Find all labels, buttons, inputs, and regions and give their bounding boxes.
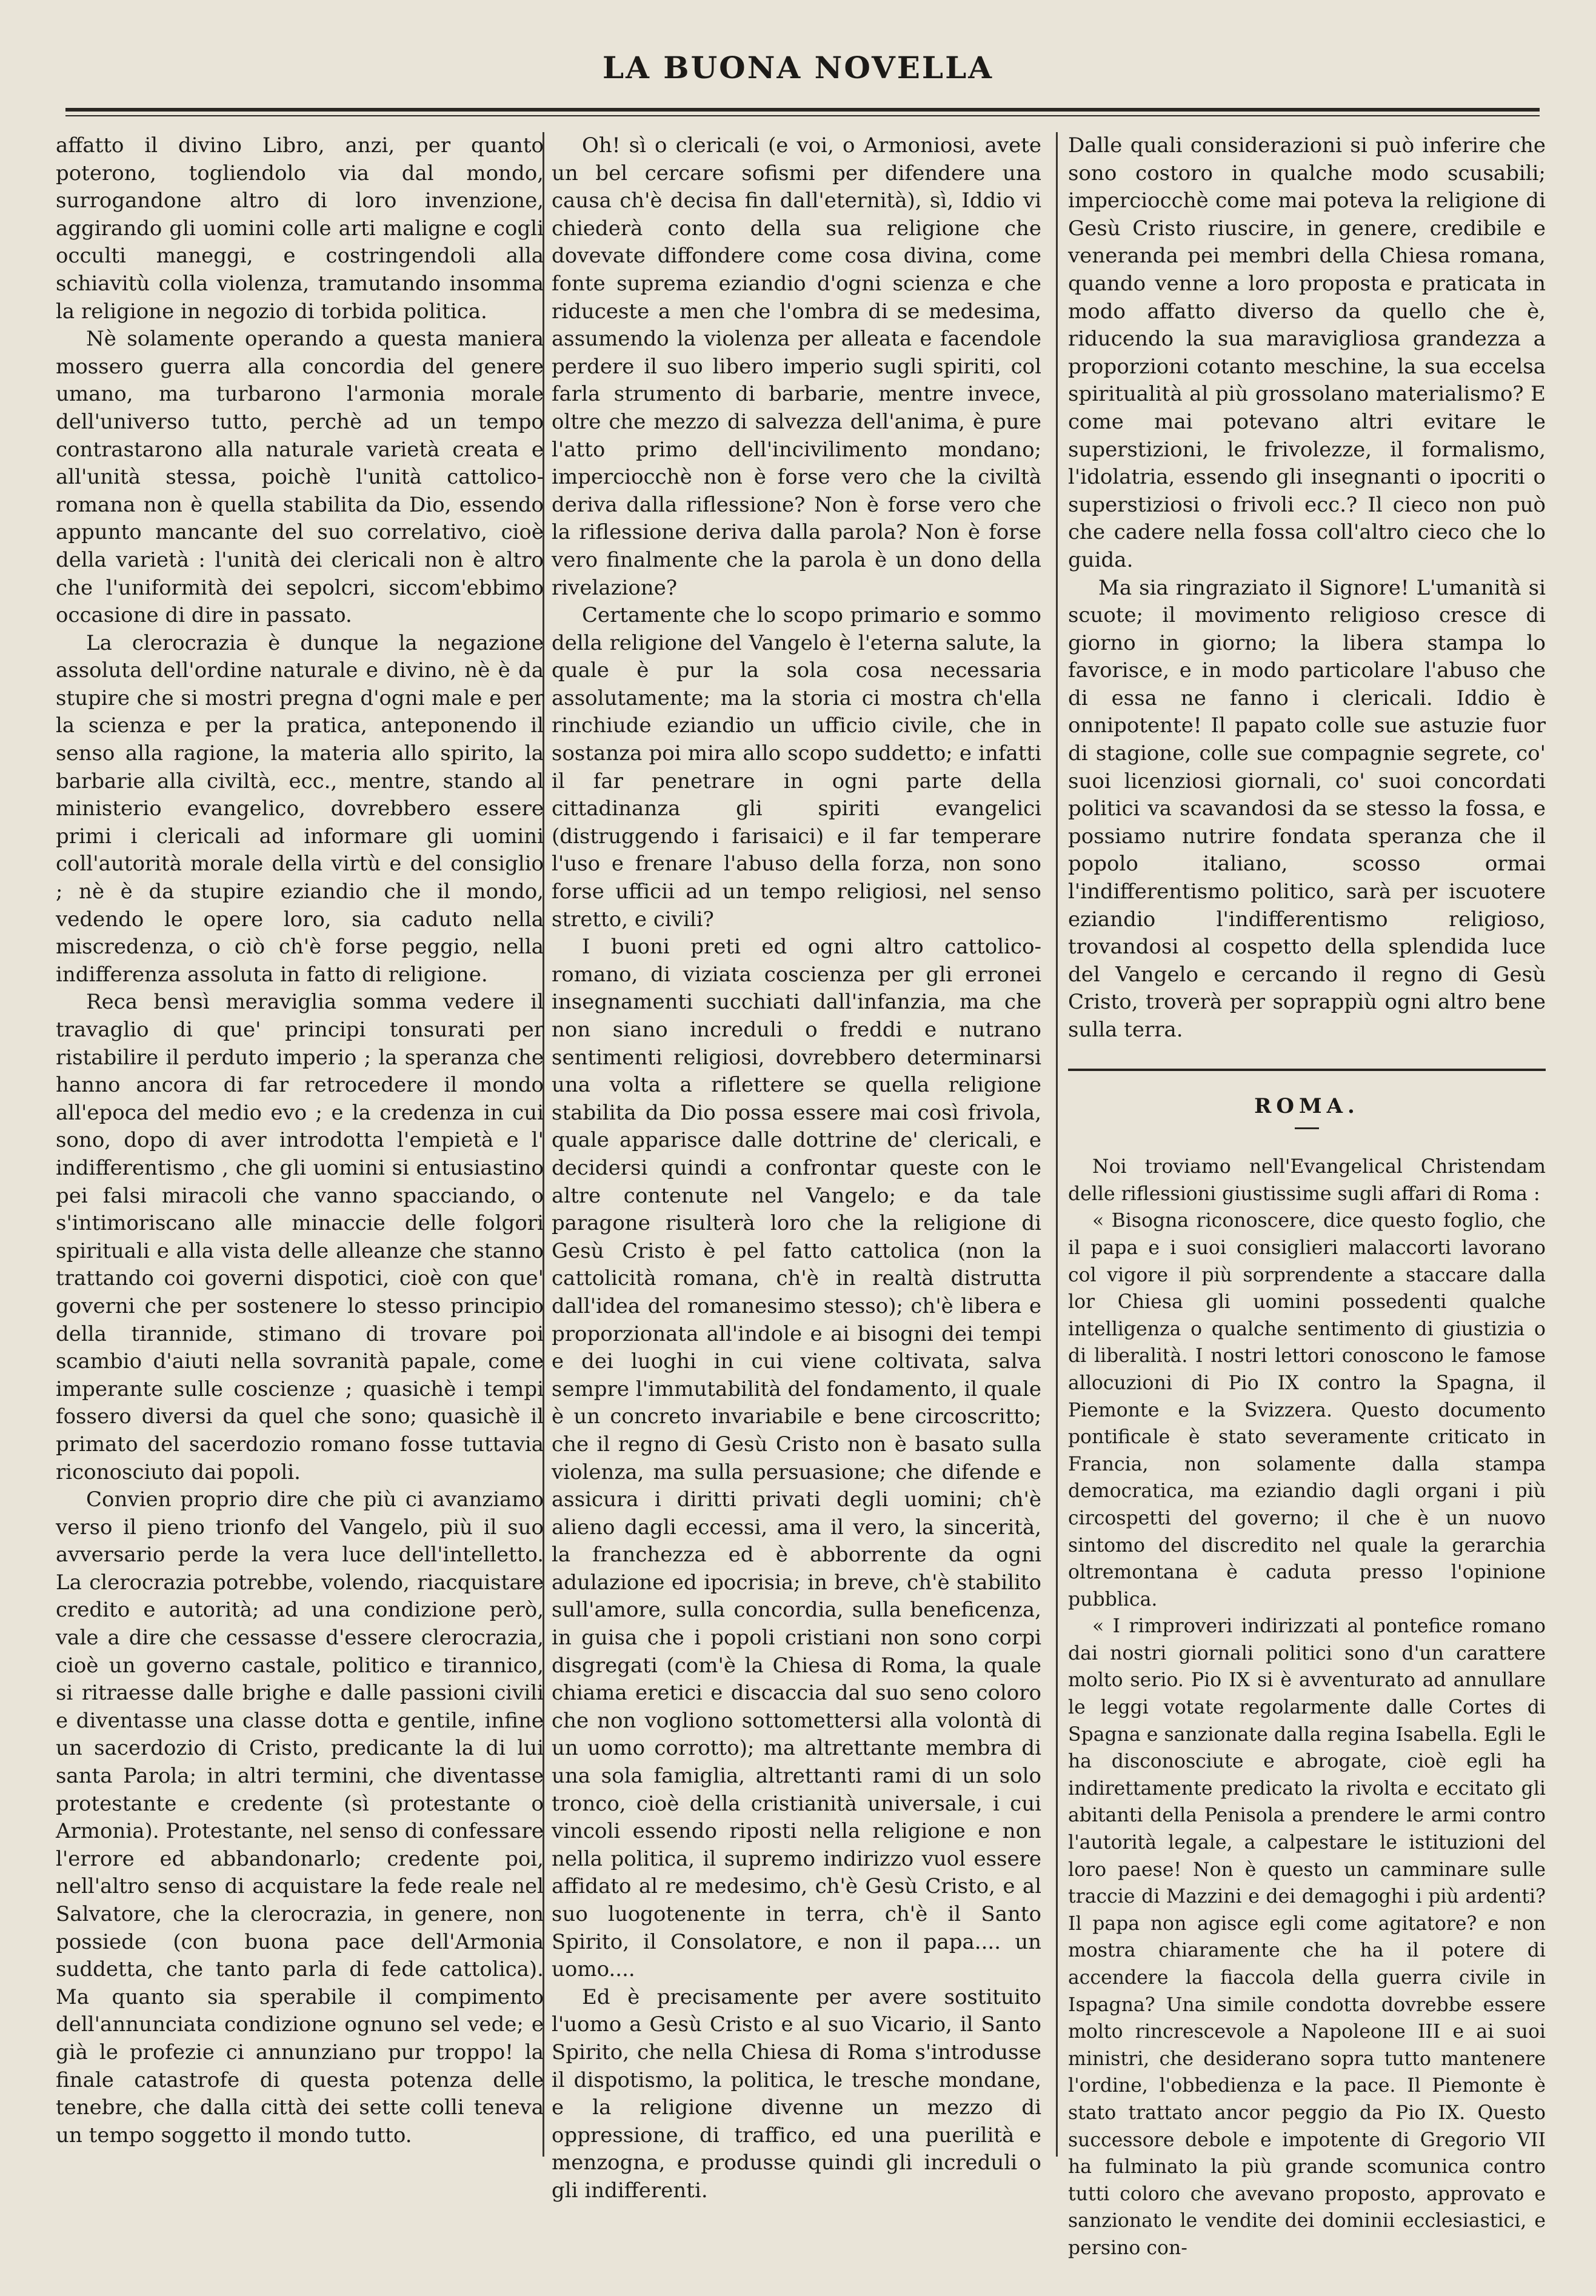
paragraph: La clerocrazia è dunque la negazione assoluta dell'ordine naturale e divino, nè è da stupire che si mostri pregna d'ogni male e per la scienza e per la pratica, anteponendo il senso alla ragione, la materia allo spirito, la barbarie alla civiltà, ecc., mentre, stando al ministerio evangelico, dovrebbero essere primi i clericali ad informare gli uomini coll'autorità morale della virtù e del consiglio ; nè è da stupire eziandio che il mondo, vedendo le opere loro, sia caduto nella miscredenza, o ciò ch'è forse peggio, nella indifferenza assoluta in fatto di religione. xyxy=(56,630,544,987)
paragraph: Oh! sì o clericali (e voi, o Armoniosi, avete un bel cercare sofismi per difendere una causa ch'è decisa fin dall'eternità), sì, Iddio vi chiederà conto della sua religione che dovevate diffondere come cosa divina, come fonte suprema eziandio d'ogni scienza e che riduceste a men che l'ombra di se medesima, assumendo la violenza per alleata e facendole perdere il suo libero imperio sugli spiriti, col farla strumento di barbarie, mentre invece, oltre che mezzo di salvezza dell'anima, è pure l'atto primo dell'incivilimento mondano; imperciocchè non è forse vero che la civiltà deriva dalla riflessione? Non è forse vero che la riflessione deriva dalla parola? Non è forse vero finalmente che la parola è un dono della rivelazione? xyxy=(552,133,1041,600)
paragraph: I buoni preti ed ogni altro cattolico-romano, di viziata coscienza per gli erronei insegnamenti succhiati dall'infanzia, ma che non siano increduli o freddi e nutrano sentimenti religiosi, dovrebbero determinarsi una volta a riflettere se quella religione stabilita da Dio possa essere mai così frivola, quale apparisce dalle dottrine de' clericali, e decidersi quindi a confrontar queste con le altre contenute nel Vangelo; e da tale paragone risulterà loro che la religione di Gesù Cristo è pel fatto cattolica (non la cattolicità romana, ch'è in realtà distrutta dall'idea del romanesimo stesso); ch'è libera e proporzionata all'indole e ai bisogni dei tempi e dei luoghi in cui viene coltivata, salva sempre l'immutabilità del fondamento, il quale è un concreto invariabile e bene circoscritto; che il regno di Gesù Cristo non è basato sulla violenza, ma sulla persuasione; che difende e assicura i diritti privati degli uomini; ch'è alieno dagli eccessi, ama il vero, la sincerità, la franchezza ed è abborrente da ogni adulazione ed ipocrisia; in breve, ch'è stabilito sull'amore, sulla concordia, sulla beneficenza, in guisa che i popoli cristiani non sono corpi disgregati (com'è la Chiesa di Roma, la quale chiama eretici e discaccia dal suo seno coloro che non vogliono sottomettersi alla volontà di un uomo corrotto); ma altrettante membra di una sola famiglia, altrettanti rami di un solo tronco, cioè della cristianità universale, i cui vincoli essendo riposti nella religione e non nella politica, il supremo indirizzo vuol essere affidato al re medesimo, ch'è Gesù Cristo, e al suo luogotenente in terra, ch'è il Santo Spirito, il Consolatore, e non il papa.... un uomo.... xyxy=(552,935,1041,1982)
column-2 xyxy=(552,132,1041,2205)
paragraph: Ed è precisamente per avere sostituito l'uomo a Gesù Cristo e al suo Vicario, il Santo Spirito, che nella Chiesa di Roma s'introdusse il dispotismo, la politica, le tresche mondane, e la religione divenne un mezzo di oppressione, di traffico, ed una puerilità e menzogna, e produsse quindi gli increduli o gli indifferenti. xyxy=(552,1984,1041,2203)
section-rule xyxy=(1068,1069,1546,1071)
section-dash xyxy=(1295,1127,1319,1129)
paragraph: Certamente che lo scopo primario e sommo della religione del Vangelo è l'eterna salute, la quale è pur la sola cosa necessaria assolutamente; ma la storia ci mostra ch'ella rinchiude eziandio un ufficio civile, che in sostanza poi mira allo scopo suddetto; e infatti il far penetrare in ogni parte della cittadinanza gli spiriti evangelici (distruggendo i farisaici) e il far temperare l'uso e frenare l'abuso della forza, non sono forse ufficii ad un tempo religiosi, nel senso stretto, e civili? xyxy=(552,603,1041,932)
header-rule xyxy=(65,108,1540,112)
paragraph: Convien proprio dire che più ci avanziamo verso il pieno trionfo del Vangelo, più il suo avversario perde la vera luce dell'intelletto. La clerocrazia potrebbe, volendo, riacquistare credito e autorità; ad una condizione però, vale a dire che cessasse d'essere clerocrazia, cioè un governo castale, politico e tirannico, si ritraesse dalle brighe e dalle passioni civili e diventasse una classe dotta e gentile, infine un sacerdozio di Cristo, predicante la di lui santa Parola; in altri termini, che diventasse protestante e credente (sì protestante o Armonia). Protestante, nel senso di confessare l'errore ed abbandonarlo; credente poi, nell'altro senso di acquistare la fede reale nel Salvatore, che la clerocrazia, in genere, non possiede (con buona pace dell'Armonia suddetta, che tanto parla di fede cattolica). Ma quanto sia sperabile il compimento dell'annunciata condizione ognuno sel vede; e già le profezie ci annunziano pur troppo! la finale catastrofe di questa potenza delle tenebre, che dalla città dei sette colli teneva un tempo soggetto il mondo tutto. xyxy=(56,1487,544,2147)
roma-article xyxy=(1068,1153,1546,2261)
column-3 xyxy=(1068,132,1546,2262)
paragraph: Dalle quali considerazioni si può inferire che sono costoro in qualche modo scusabili; imperciocchè come mai poteva la religione di Gesù Cristo riuscire, in genere, credibile e veneranda pei membri della Chiesa romana, quando venne a loro proposta e praticata in modo affatto diverso da quello che è, riducendo la sua maravigliosa grandezza a proporzioni cotanto meschine, la sua eccelsa spiritualità al più grossolano materialismo? E come mai potevano altri evitare le superstizioni, le frivolezze, il formalismo, l'idolatria, essendo gli insegnanti o ipocriti o superstiziosi o frivoli ecc.? Il cieco non può che cadere nella fossa coll'altro cieco che lo guida. xyxy=(1068,133,1546,572)
column-divider xyxy=(1056,132,1058,2157)
paragraph: Noi troviamo nell'Evangelical Christendam delle riflessioni giustissime sugli affari di Roma : xyxy=(1068,1156,1546,1205)
section-title: ROMA. xyxy=(1254,1093,1360,1118)
paragraph: affatto il divino Libro, anzi, per quanto poterono, togliendolo via dal mondo, surrogandone altro di loro invenzione, aggirando gli uomini colle arti maligne e cogli occulti maneggi, e costringendoli alla schiavitù colla violenza, tramutando insomma la religione in negozio di torbida politica. xyxy=(56,133,544,324)
masthead: LA BUONA NOVELLA xyxy=(602,50,994,85)
column-1 xyxy=(56,132,544,2149)
header-rule-thin xyxy=(65,115,1540,116)
paragraph: Nè solamente operando a questa maniera mossero guerra alla concordia del genere umano, ma turbarono l'armonia morale dell'universo tutto, perchè ad un tempo contrastarono alla naturale varietà creata e all'unità stessa, poichè l'unità cattolico-romana non è quella stabilita da Dio, essendo appunto mancante del suo correlativo, cioè della varietà : l'unità dei clericali non è altro che l'uniformità dei sepolcri, siccom'ebbimo occasione di dire in passato. xyxy=(56,327,544,628)
paragraph: Ma sia ringraziato il Signore! L'umanità si scuote; il movimento religioso cresce di giorno in giorno; la libera stampa lo favorisce, e in modo particolare l'abuso che di essa ne fanno i clericali. Iddio è onnipotente! Il papato colle sue astuzie fuor di stagione, colle sue compagnie segrete, co' suoi licenziosi giornali, co' suoi concordati politici va scavandosi da se stesso la fossa, e possiamo nutrire fondata speranza che il popolo italiano, scosso ormai l'indifferentismo politico, sarà per iscuotere eziandio l'indifferentismo religioso, trovandosi al cospetto della splendida luce del Vangelo e cercando il regno di Gesù Cristo, troverà per soprappiù ogni altro bene sulla terra. xyxy=(1068,575,1546,1042)
paragraph: Reca bensì meraviglia somma vedere il travaglio di que' principi tonsurati per ristabilire il perduto imperio ; la speranza che hanno ancora di far retrocedere il mondo all'epoca del medio evo ; e la credenza in cui sono, dopo di aver introdotta l'empietà e l' indifferentismo , che gli uomini si entusiastino pei falsi miracoli che vanno spacciando, o s'intimoriscano alle minaccie delle folgori spirituali e alla vista delle alleanze che stanno trattando coi governi dispotici, cioè con que' governi che per sostenere lo stesso principio della tirannide, stimano di trovare poi scambio d'aiuti nella sovranità papale, come imperante sulle coscienze ; quasichè i tempi fossero diversi da quel che sono; quasichè il primato del sacerdozio romano fosse tuttavia riconosciuto dai popoli. xyxy=(56,990,544,1484)
paragraph: « Bisogna riconoscere, dice questo foglio, che il papa e i suoi consiglieri malaccorti lavorano col vigore il più sorprendente a staccare dalla lor Chiesa gli uomini possedenti qualche intelligenza o qualche sentimento di giustizia o di liberalità. I nostri lettori conoscono le famose allocuzioni di Pio IX contro la Spagna, il Piemonte e la Svizzera. Questo documento pontificale è stato severamente criticato in Francia, non solamente dalla stampa democratica, ma eziandio dagli organi i più circospetti del governo; il che è un nuovo sintomo del discredito nel quale la gerarchia oltremontana è caduta presso l'opinione pubblica. xyxy=(1068,1210,1546,1610)
paragraph: « I rimproveri indirizzati al pontefice romano dai nostri giornali politici sono d'un carattere molto serio. Pio IX si è avventurato ad annullare le leggi votate regolarmente dalle Cortes di Spagna e sanzionate dalla regina Isabella. Egli le ha disconosciute e abrogate, cioè egli ha indirettamente predicato la rivolta e eccitato gli abitanti della Penisola a prendere le armi contro l'autorità legale, a calpestare le istituzioni del loro paese! Non è questo un camminare sulle traccie di Mazzini e dei demagoghi i più ardenti? Il papa non agisce egli come agitatore? e non mostra chiaramente che ha il potere di accendere la fiaccola della guerra civile in Ispagna? Una simile condotta dovrebbe essere molto rincrescevole a Napoleone III e ai suoi ministri, che desiderano sopra tutto mantenere l'ordine, l'obbedienza e la pace. Il Piemonte è stato trattato ancor peggio da Pio IX. Questo successore debole e impotente di Gregorio VII ha fulminato la più grande scomunica contro tutti coloro che avevano proposto, approvato e sanzionato le vendite dei dominii ecclesiastici, e persino con- xyxy=(1068,1615,1546,2259)
